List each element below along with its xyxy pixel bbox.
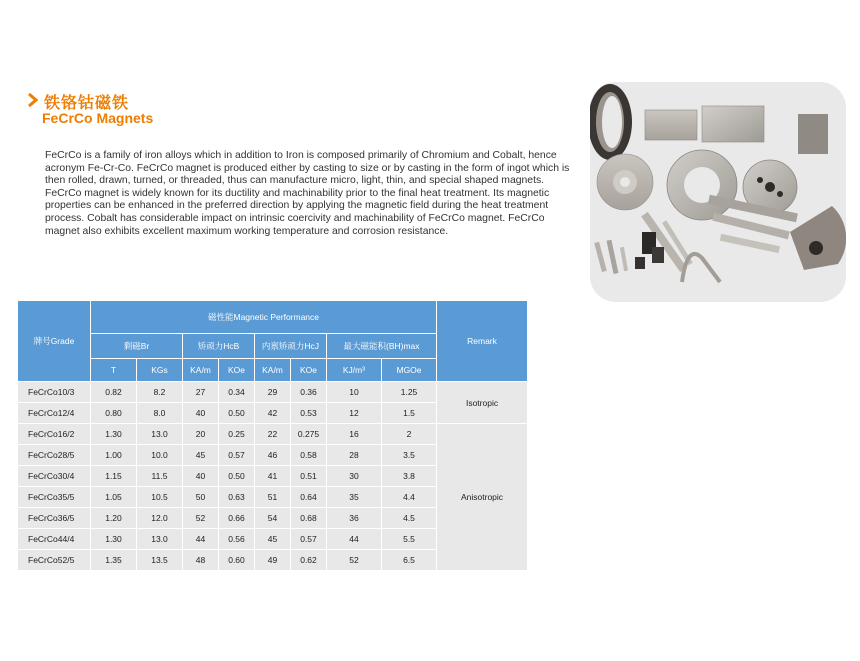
unit-header: KGs: [137, 359, 183, 382]
value-cell: 20: [183, 424, 219, 445]
value-cell: 41: [255, 466, 291, 487]
unit-header: KJ/m³: [327, 359, 382, 382]
value-cell: 0.80: [91, 403, 137, 424]
value-cell: 0.53: [291, 403, 327, 424]
value-cell: 0.64: [291, 487, 327, 508]
value-cell: 0.57: [219, 445, 255, 466]
grade-cell: FeCrCo30/4: [18, 466, 91, 487]
value-cell: 54: [255, 508, 291, 529]
value-cell: 13.5: [137, 550, 183, 571]
group-header-hcb: 矫顽力HcB: [183, 334, 255, 359]
value-cell: 0.58: [291, 445, 327, 466]
value-cell: 4.5: [382, 508, 437, 529]
value-cell: 1.30: [91, 529, 137, 550]
group-header-br: 剩磁Br: [91, 334, 183, 359]
value-cell: 27: [183, 382, 219, 403]
chevron-right-icon: [26, 93, 40, 107]
product-photo: [590, 82, 846, 302]
title-chinese: 铁铬钴磁铁: [44, 95, 130, 112]
value-cell: 10.5: [137, 487, 183, 508]
value-cell: 52: [327, 550, 382, 571]
unit-header: KOe: [291, 359, 327, 382]
value-cell: 0.66: [219, 508, 255, 529]
grade-cell: FeCrCo16/2: [18, 424, 91, 445]
value-cell: 8.0: [137, 403, 183, 424]
value-cell: 52: [183, 508, 219, 529]
grade-cell: FeCrCo44/4: [18, 529, 91, 550]
group-header-bhmax: 最大磁能积(BH)max: [327, 334, 437, 359]
value-cell: 3.8: [382, 466, 437, 487]
value-cell: 16: [327, 424, 382, 445]
value-cell: 1.20: [91, 508, 137, 529]
value-cell: 36: [327, 508, 382, 529]
title-english: FeCrCo Magnets: [42, 110, 154, 126]
value-cell: 11.5: [137, 466, 183, 487]
remark-cell: Anisotropic: [437, 424, 528, 571]
value-cell: 10: [327, 382, 382, 403]
unit-header: KA/m: [255, 359, 291, 382]
value-cell: 28: [327, 445, 382, 466]
value-cell: 0.36: [291, 382, 327, 403]
value-cell: 42: [255, 403, 291, 424]
grade-cell: FeCrCo35/5: [18, 487, 91, 508]
value-cell: 6.5: [382, 550, 437, 571]
value-cell: 4.4: [382, 487, 437, 508]
performance-header: 磁性能Magnetic Performance: [91, 301, 437, 334]
value-cell: 48: [183, 550, 219, 571]
value-cell: 12.0: [137, 508, 183, 529]
value-cell: 40: [183, 466, 219, 487]
value-cell: 1.00: [91, 445, 137, 466]
value-cell: 2: [382, 424, 437, 445]
value-cell: 10.0: [137, 445, 183, 466]
value-cell: 12: [327, 403, 382, 424]
value-cell: 0.60: [219, 550, 255, 571]
value-cell: 8.2: [137, 382, 183, 403]
value-cell: 0.82: [91, 382, 137, 403]
value-cell: 44: [183, 529, 219, 550]
value-cell: 50: [183, 487, 219, 508]
group-header-hcj: 内禀矫顽力HcJ: [255, 334, 327, 359]
remark-cell: Isotropic: [437, 382, 528, 424]
value-cell: 1.05: [91, 487, 137, 508]
description-paragraph: FeCrCo is a family of iron alloys which in addition to Iron is composed primarily of Chromium and Cobalt, hence acronym Fe-Cr-Co. FeCrCo magnet is produced either by casting to size or by casting in the form of ingot which is then rolled, drawn, turned, or threaded, thus can manufacture micro, light, thin, and special shaped magnets. FeCrCo magnet is widely known for its ductility and machinability prior to the final heat treatment. Its magnetic properties can be enhanced in the preferred direction by applying the magnetic field during the heat treatment process. Cobalt has considerable impact on intrinsic coercivity and machinability of FeCrCo magnet. FeCrCo magnet also exhibits excellent maximum working temperature and corrosion resistance.: [45, 150, 570, 237]
value-cell: 0.57: [291, 529, 327, 550]
unit-header: KOe: [219, 359, 255, 382]
value-cell: 29: [255, 382, 291, 403]
value-cell: 0.63: [219, 487, 255, 508]
value-cell: 0.62: [291, 550, 327, 571]
grade-cell: FeCrCo12/4: [18, 403, 91, 424]
unit-header: KA/m: [183, 359, 219, 382]
value-cell: 5.5: [382, 529, 437, 550]
grade-header: 牌号Grade: [18, 301, 91, 382]
value-cell: 44: [327, 529, 382, 550]
value-cell: 0.56: [219, 529, 255, 550]
unit-header: T: [91, 359, 137, 382]
value-cell: 30: [327, 466, 382, 487]
value-cell: 0.275: [291, 424, 327, 445]
grade-cell: FeCrCo10/3: [18, 382, 91, 403]
value-cell: 0.51: [291, 466, 327, 487]
value-cell: 13.0: [137, 424, 183, 445]
value-cell: 45: [183, 445, 219, 466]
grade-cell: FeCrCo28/5: [18, 445, 91, 466]
value-cell: 49: [255, 550, 291, 571]
value-cell: 0.50: [219, 466, 255, 487]
value-cell: 0.68: [291, 508, 327, 529]
value-cell: 1.30: [91, 424, 137, 445]
value-cell: 0.34: [219, 382, 255, 403]
table-row: [18, 424, 528, 445]
unit-header: MGOe: [382, 359, 437, 382]
grade-cell: FeCrCo52/5: [18, 550, 91, 571]
value-cell: 45: [255, 529, 291, 550]
value-cell: 1.5: [382, 403, 437, 424]
value-cell: 22: [255, 424, 291, 445]
remark-header: Remark: [437, 301, 528, 382]
value-cell: 1.25: [382, 382, 437, 403]
value-cell: 0.25: [219, 424, 255, 445]
value-cell: 1.35: [91, 550, 137, 571]
table-row: [18, 382, 528, 403]
magnetic-performance-table: [17, 300, 528, 571]
grade-cell: FeCrCo36/5: [18, 508, 91, 529]
value-cell: 40: [183, 403, 219, 424]
value-cell: 51: [255, 487, 291, 508]
value-cell: 3.5: [382, 445, 437, 466]
value-cell: 1.15: [91, 466, 137, 487]
value-cell: 13.0: [137, 529, 183, 550]
value-cell: 0.50: [219, 403, 255, 424]
value-cell: 35: [327, 487, 382, 508]
value-cell: 46: [255, 445, 291, 466]
table-body: [18, 382, 528, 571]
